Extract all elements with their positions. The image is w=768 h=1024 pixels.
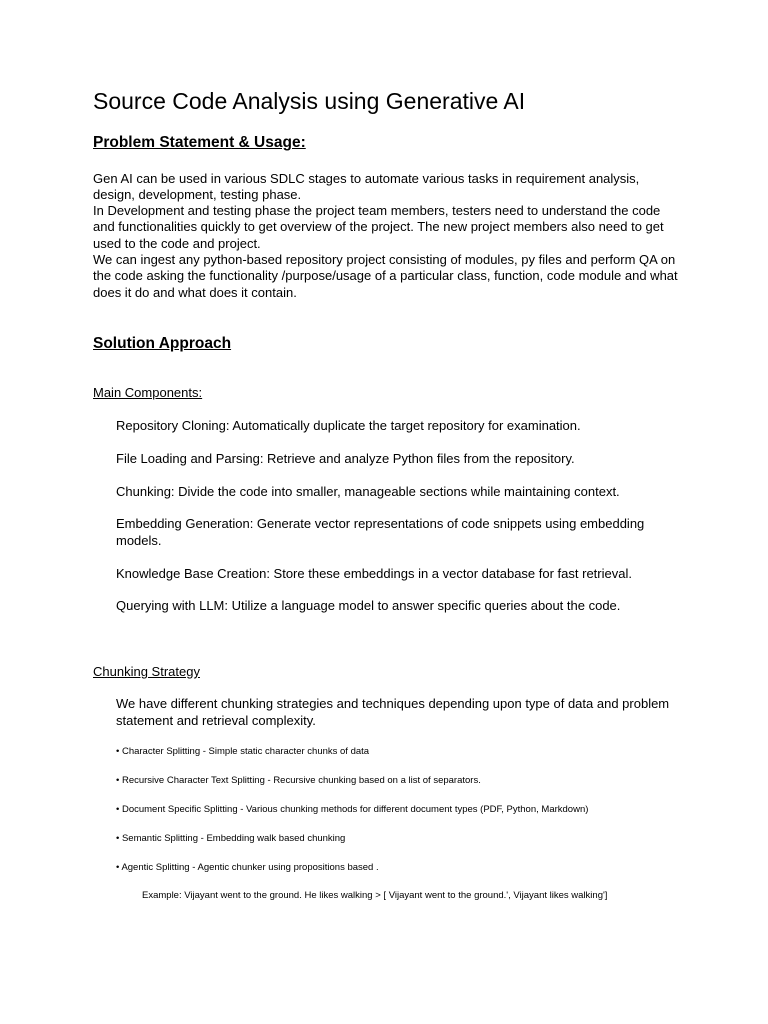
problem-paragraph-2: In Development and testing phase the project team members, testers need to understand the code and functionalities quickly to get overview of the project. The new project members also need to get used to the code and project. xyxy=(93,203,664,251)
chunking-strategy-heading: Chunking Strategy xyxy=(93,664,200,679)
problem-statement-heading: Problem Statement & Usage: xyxy=(93,134,306,151)
solution-approach-heading: Solution Approach xyxy=(93,335,232,352)
component-chunking: Chunking: Divide the code into smaller, manageable sections while maintaining context. xyxy=(116,484,620,499)
chunking-item-document-specific: • Document Specific Splitting - Various chunking methods for different document types (PDF, Python, Markdown) xyxy=(116,804,589,815)
problem-paragraph-3: We can ingest any python-based repository project consisting of modules, py files and perform QA on the code asking the functionality /purpose/usage of a particular class, function, code module and what does it do and what does it contain. xyxy=(93,252,678,300)
chunking-item-recursive: • Recursive Character Text Splitting - Recursive chunking based on a list of separators. xyxy=(116,775,481,786)
component-repository-cloning: Repository Cloning: Automatically duplicate the target repository for examination. xyxy=(116,418,581,433)
chunking-intro: We have different chunking strategies and techniques depending upon type of data and problem statement and retrieval complexity. xyxy=(116,696,670,728)
main-components-heading: Main Components: xyxy=(93,385,203,400)
component-embedding-generation: Embedding Generation: Generate vector representations of code snippets using embedding models. xyxy=(116,516,645,548)
chunking-item-semantic: • Semantic Splitting - Embedding walk based chunking xyxy=(116,833,346,844)
problem-paragraph-1: Gen AI can be used in various SDLC stages to automate various tasks in requirement analysis, design, development, testing phase. xyxy=(93,171,640,203)
component-querying-llm: Querying with LLM: Utilize a language model to answer specific queries about the code. xyxy=(116,598,621,613)
chunking-item-agentic: • Agentic Splitting - Agentic chunker using propositions based . xyxy=(116,862,379,873)
chunking-example: Example: Vijayant went to the ground. He likes walking > [ Vijayant went to the ground.', Vijayant likes walking'] xyxy=(142,890,608,901)
document-title: Source Code Analysis using Generative AI xyxy=(93,88,526,114)
component-knowledge-base: Knowledge Base Creation: Store these embeddings in a vector database for fast retrieval. xyxy=(116,566,632,581)
chunking-item-character: • Character Splitting - Simple static character chunks of data xyxy=(116,746,370,757)
component-file-loading: File Loading and Parsing: Retrieve and analyze Python files from the repository. xyxy=(116,451,575,466)
